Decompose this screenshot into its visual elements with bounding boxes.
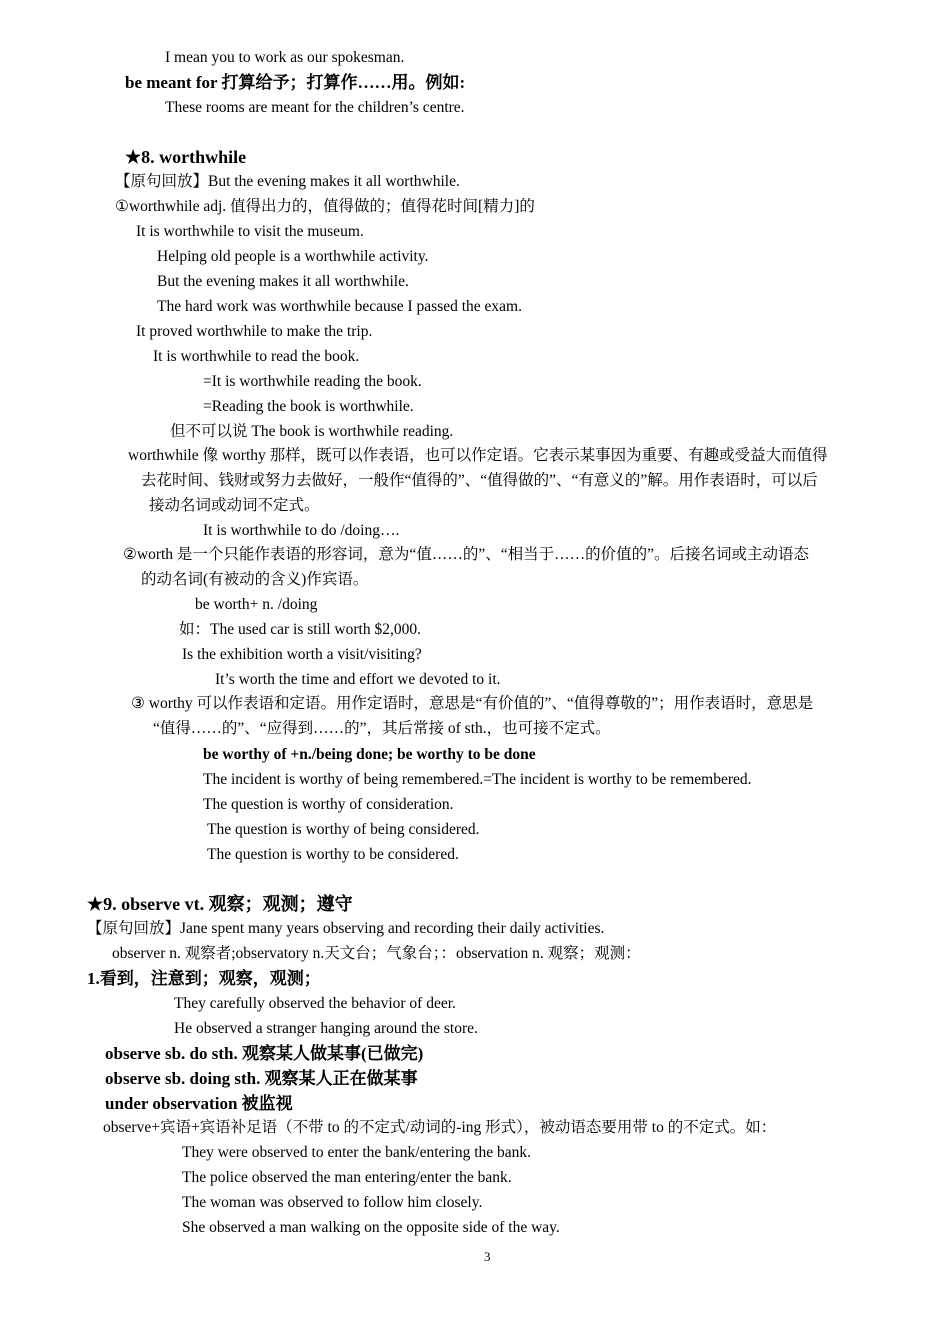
explanation-line: “值得……的”、“应得到……的”，其后常接 of sth.，也可接不定式。	[153, 720, 611, 737]
explanation-line: ②worth 是一个只能作表语的形容词，意为“值……的”、“相当于……的价值的”。后接名词或主动语态	[123, 546, 809, 563]
definition-line: ①worthwhile adj. 值得出力的，值得做的；值得花时间[精力]的	[115, 198, 535, 215]
example-sentence: The woman was observed to follow him closely.	[182, 1194, 483, 1211]
example-sentence: The question is worthy to be considered.	[207, 846, 459, 863]
original-sentence: 【原句回放】Jane spent many years observing and recording their daily activities.	[87, 920, 605, 937]
explanation-line: 的动名词(有被动的含义)作宾语。	[141, 571, 369, 588]
example-sentence: They were observed to enter the bank/entering the bank.	[182, 1144, 532, 1161]
example-sentence: But the evening makes it all worthwhile.	[157, 273, 409, 290]
example-sentence: 如：The used car is still worth $2,000.	[179, 621, 421, 638]
example-sentence: She observed a man walking on the opposite side of the way.	[182, 1219, 560, 1236]
section-heading-worthwhile: ★8. worthwhile	[125, 147, 247, 167]
phrase-heading: be meant for 打算给予；打算作……用。例如:	[125, 73, 466, 92]
example-sentence: It proved worthwhile to make the trip.	[136, 323, 373, 340]
word-family-line: observer n. 观察者;observatory n.天文台；气象台；：observation n. 观察；观测：	[112, 945, 641, 962]
explanation-line: ③ worthy 可以作表语和定语。用作定语时，意思是“有价值的”、“值得尊敬的”；用作表语时，意思是	[131, 695, 814, 712]
example-sentence: =It is worthwhile reading the book.	[203, 373, 422, 390]
page-number: 3	[484, 1249, 491, 1264]
example-sentence: They carefully observed the behavior of deer.	[174, 995, 456, 1012]
pattern-line-bold: observe sb. do sth. 观察某人做某事(已做完)	[105, 1044, 424, 1063]
example-sentence: The incident is worthy of being remembered.=The incident is worthy to be remembered.	[203, 771, 752, 788]
explanation-line: 去花时间、钱财或努力去做好，一般作“值得的”、“值得做的”、“有意义的”解。用作表语时，可以后	[141, 472, 818, 489]
example-sentence: The question is worthy of being considered.	[207, 821, 480, 838]
example-sentence: It is worthwhile to visit the museum.	[136, 223, 364, 240]
example-sentence: Is the exhibition worth a visit/visiting?	[182, 646, 422, 663]
pattern-line-bold: be worthy of +n./being done; be worthy to be done	[203, 746, 536, 763]
section-heading-observe: ★9. observe vt. 观察；观测；遵守	[87, 894, 353, 914]
pattern-line: be worth+ n. /doing	[195, 596, 318, 613]
example-sentence: The question is worthy of consideration.	[203, 796, 454, 813]
note-line: 但不可以说 The book is worthwhile reading.	[170, 423, 454, 440]
example-sentence: I mean you to work as our spokesman.	[165, 49, 405, 66]
example-sentence: The hard work was worthwhile because I passed the exam.	[157, 298, 522, 315]
example-sentence: It’s worth the time and effort we devoted to it.	[215, 671, 501, 688]
explanation-line: observe+宾语+宾语补足语（不带 to 的不定式/动词的-ing 形式），被动语态要用带 to 的不定式。如：	[103, 1119, 777, 1136]
example-sentence: Helping old people is a worthwhile activity.	[157, 248, 429, 265]
original-sentence: 【原句回放】But the evening makes it all worthwhile.	[115, 173, 460, 190]
example-sentence: It is worthwhile to read the book.	[153, 348, 360, 365]
example-sentence: =Reading the book is worthwhile.	[203, 398, 414, 415]
sense-heading: 1.看到，注意到；观察，观测；	[87, 969, 321, 988]
example-sentence: The police observed the man entering/enter the bank.	[182, 1169, 512, 1186]
example-sentence: These rooms are meant for the children’s centre.	[165, 99, 465, 116]
explanation-line: worthwhile 像 worthy 那样，既可以作表语，也可以作定语。它表示某事因为重要、有趣或受益大而值得	[128, 447, 828, 464]
pattern-line-bold: observe sb. doing sth. 观察某人正在做某事	[105, 1069, 418, 1088]
explanation-line: 接动名词或动词不定式。	[149, 497, 320, 514]
pattern-line-bold: under observation 被监视	[105, 1094, 293, 1113]
example-sentence: He observed a stranger hanging around the store.	[174, 1020, 478, 1037]
pattern-line: It is worthwhile to do /doing….	[203, 522, 400, 539]
